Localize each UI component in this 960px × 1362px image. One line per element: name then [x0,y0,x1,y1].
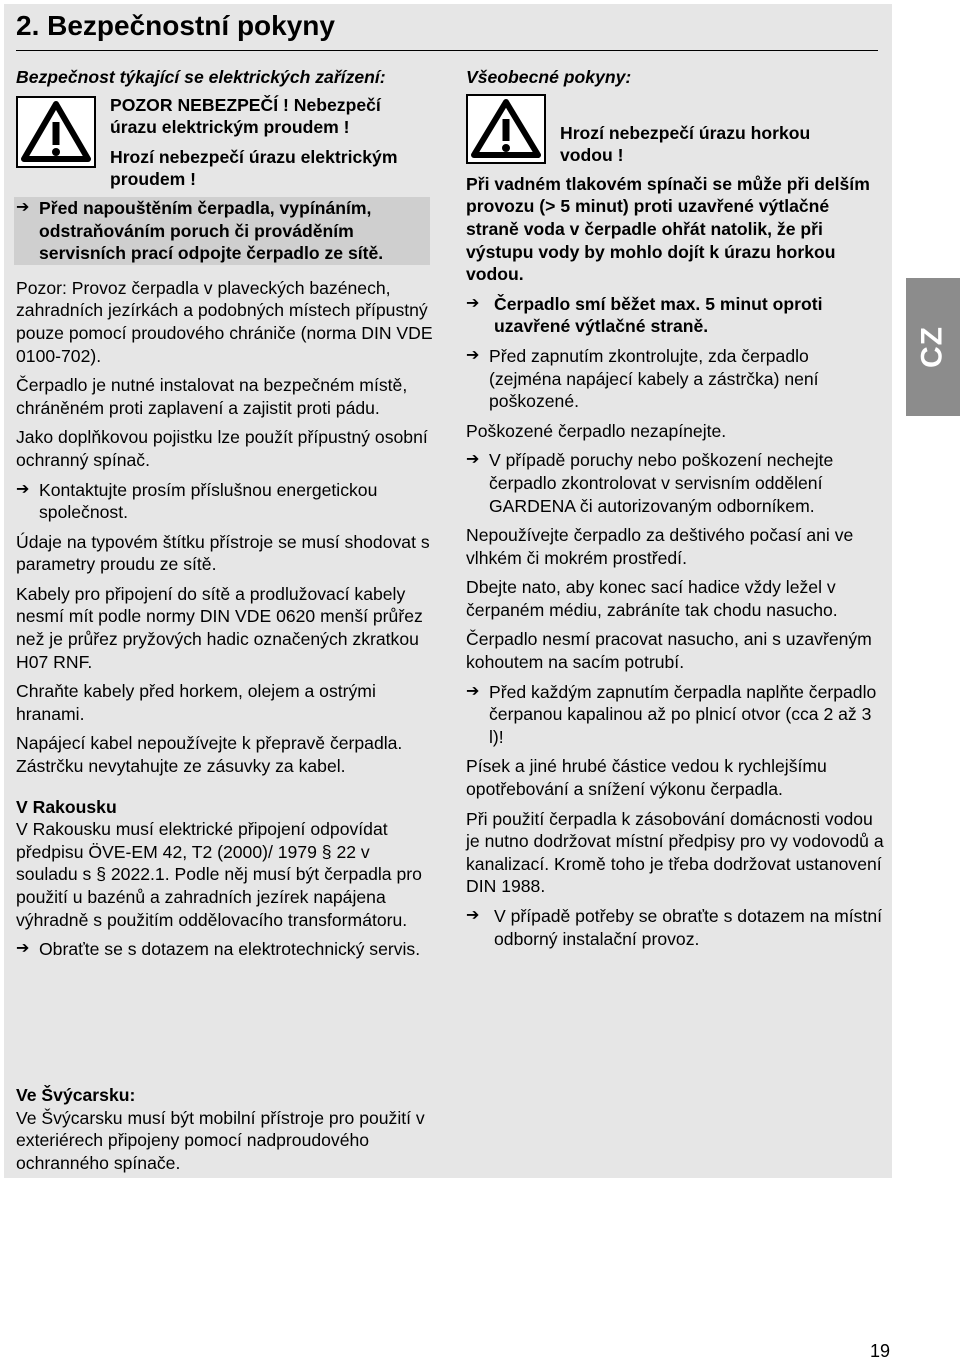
paragraph-cables: Kabely pro připojení do sítě a prodlužovací kabely nesmí mít podle normy DIN VDE 0620 menší průřez než je průřez pryžových hadic označených zkratkou H07 RNF. [16,583,423,672]
arrow-icon: ➔ [16,940,30,958]
arrow-check-pump-text: Před zapnutím zkontrolujte, zda čerpadlo (zejména napájecí kabely a zástrčka) není poškozené. [489,345,819,412]
language-tab [906,278,960,416]
warning-line-3: Hrozí nebezpečí úrazu elektrickým [110,146,398,167]
paragraph-type-plate: Údaje na typovém štítku přístroje se musí shodovat s parametry proudu ze sítě. [16,531,430,575]
arrow-fill-pump-text: Před každým zapnutím čerpadla naplňte čerpadlo čerpanou kapalinou až po plnicí otvor (cca 2 až 3 l)! [489,681,877,747]
paragraph-rcd: Pozor: Provoz čerpadla v plaveckých bazénech, zahradních jezírkách a podobných místech přípustný pouze pomocí proudového chrániče (norma DIN VDE 0100-702). [16,277,433,366]
paragraph-household: Při použití čerpadla k zásobování domácnosti vodou je nutno dodržovat místní předpisy pro vy vodovodů a kanalizací. Kromě toho je třeba dodržovat ustanovení DIN 1988. [466,808,884,897]
general-instructions-heading: Všeobecné pokyny: [466,67,632,87]
paragraph-dry-run: Čerpadlo nesmí pracovat nasucho, ani s uzavřeným kohoutem na sacím potrubí. [466,629,872,673]
arrow-max-runtime [466,293,884,338]
disconnect-instruction-text: Před napouštěním čerpadla, vypínáním, odstraňováním poruch či prováděním servisních prací odpojte čerpadlo ze sítě. [39,197,384,264]
arrow-installer [466,905,884,950]
arrow-check-pump [466,345,884,413]
arrow-electrician [16,938,436,961]
warning-line-2: úrazu elektrickým proudem ! [110,117,350,138]
warning-line-1: POZOR NEBEZPEČÍ ! Nebezpečí [110,94,381,115]
austria-text: V Rakousku musí elektrické připojení odpovídat předpisu ÖVE-EM 42, T2 (2000)/ 1979 § 22 v souladu s § 2022.1. Podle něj musí být čerpadla pro použití u bazénů a zahradních jezírek napájena výhradně s použitím oddělovacího transformátoru. [16,819,422,930]
arrow-icon: ➔ [466,907,480,924]
arrow-icon: ➔ [466,682,480,700]
language-tab-label: CZ [915,326,949,368]
paragraph-sand: Písek a jiné hrubé částice vedou k rychlejšímu opotřebování a snížení výkonu čerpadla. [466,756,827,800]
arrow-contact-energy-text: Kontaktujte prosím příslušnou energetickou společnost. [39,479,378,523]
arrow-service-text: V případě poruchy nebo poškození nechejte čerpadlo zkontrolovat v servisním oddělení GARDENA či autorizovaným odborníkem. [489,450,834,516]
paragraph-damaged-pump: Poškozené čerpadlo nezapínejte. [466,420,727,441]
arrow-icon: ➔ [466,451,480,469]
paragraph-extra-fuse: Jako doplňkovou pojistku lze použít přípustný osobní ochranný spínač. [16,427,428,470]
paragraph-power-cable: Napájecí kabel nepoužívejte k přepravě čerpadla. Zástrčku nevytahujte ze zásuvky za kabel. [16,733,403,777]
left-column [16,66,436,968]
paragraph-install: Čerpadlo je nutné instalovat na bezpečném místě, chráněném proti zaplavení a zajistit proti pádu. [16,375,408,418]
page-title: 2. Bezpečnostní pokyny [16,10,335,41]
austria-heading: V Rakousku [16,796,117,817]
switzerland-heading: Ve Švýcarsku: [16,1085,136,1105]
switzerland-section [16,1084,446,1174]
arrow-electrician-text: Obraťte se s dotazem na elektrotechnický servis. [39,939,421,960]
title-rule [16,50,878,51]
warning-triangle-icon [16,96,96,168]
arrow-fill-pump [466,681,884,749]
arrow-service [466,449,884,517]
hot-water-warning-text: Hrozí nebezpečí úrazu horkou vodou ! [560,122,811,166]
paragraph-protect-cables: Chraňte kabely před horkem, olejem a ostrými hranami. [16,681,376,724]
electrical-warning [16,96,436,191]
switzerland-text: Ve Švýcarsku musí být mobilní přístroje pro použití v exteriérech připojeny pomocí nadproudového ochranného spínače. [16,1107,425,1173]
pressure-switch-paragraph: Při vadném tlakovém spínači se může při delším provozu (> 5 minut) proti uzavřené výtlačné straně voda v čerpadle ohřát natolik, že při výstupu vody by mohlo dojít k úrazu horkou vodou. [466,173,870,285]
arrow-icon: ➔ [466,346,480,364]
arrow-installer-text: V případě potřeby se obraťte s dotazem na místní odborný instalační provoz. [494,906,883,949]
right-column [466,66,884,957]
disconnect-instruction [14,197,430,265]
electrical-safety-heading: Bezpečnost týkající se elektrických zařízení: [16,67,386,87]
arrow-icon: ➔ [16,480,30,498]
paragraph-rain: Nepoužívejte čerpadlo za deštivého počasí ani ve vlhkém či mokrém prostředí. [466,525,854,568]
arrow-max-runtime-text: Čerpadlo smí běžet max. 5 minut oproti uzavřené výtlačné straně. [494,293,823,337]
hot-water-warning [466,94,884,167]
page-number: 19 [870,1341,891,1361]
paragraph-suction-hose: Dbejte nato, aby konec sací hadice vždy ležel v čerpaném médiu, zabráníte tak chodu nasucho. [466,577,838,620]
warning-line-4: proudem ! [110,169,197,190]
arrow-icon: ➔ [466,294,480,312]
arrow-contact-energy [16,479,436,524]
warning-triangle-icon [466,94,546,164]
arrow-icon: ➔ [16,198,30,216]
